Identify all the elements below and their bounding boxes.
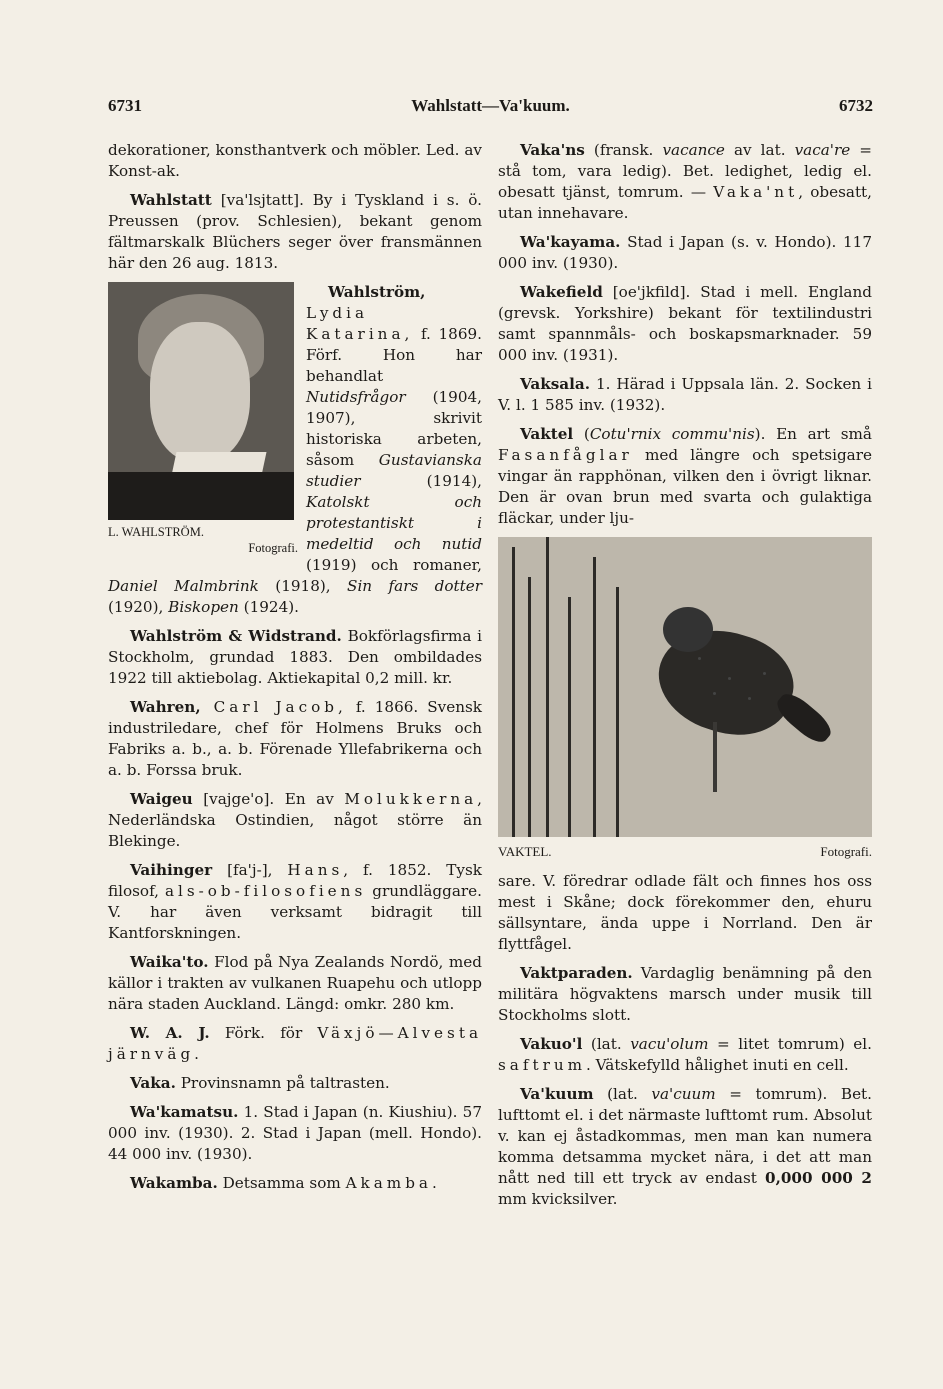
headword: Wa'kayama.	[520, 233, 621, 251]
entry-vaka: Vaka. Provinsnamn på taltrasten.	[130, 1074, 390, 1092]
running-title: Wahlstatt—Va'kuum.	[411, 96, 570, 115]
entry-vaihinger: Vaihinger [fa'j-], Hans, f. 1852. Tysk filosof, als-ob-filosofiens grundläggare. V. har även verksamt bidragit till Kantforskningen.	[108, 861, 482, 942]
headword: Waika'to.	[130, 953, 209, 971]
quail-photo	[498, 537, 872, 837]
right-column	[498, 140, 872, 1218]
quail-figure	[498, 537, 872, 861]
entry-wakayama: Wa'kayama. Stad i Japan (s. v. Hondo). 117 000 inv. (1930).	[498, 233, 872, 272]
entry-vaksala: Vaksala. 1. Härad i Uppsala län. 2. Socken i V. l. 1 585 inv. (1932).	[498, 375, 872, 414]
entry-wakefield: Wakefield [oe'jkfild]. Stad i mell. England (grevsk. Yorkshire) bekant för textilindustri samt spannmåls- och boskapsmarknader. 59 000 inv. (1931).	[498, 283, 872, 364]
entry-vaktel-continued: sare. V. föredrar odlade fält och finnes hos oss mest i Skåne; dock förekommer den, ehuru sällsyntare, ända uppe i Norrland. Den är flyttfågel.	[498, 872, 872, 953]
entry-vaktel: Vaktel (Cotu'rnix commu'nis). En art små Fasanfåglar med längre och spetsigare vingar än rapphönan, vilken den i övrigt liknar. Den är ovan brun med svarta och gulaktiga fläckar, under lju-	[498, 425, 872, 527]
quail-caption	[498, 843, 872, 861]
page-number-left: 6731	[108, 96, 142, 115]
entry-waigeu: Waigeu [vajge'o]. En av Molukkerna, Nederländska Ostindien, något större än Blekinge.	[108, 790, 482, 850]
portrait-photo	[108, 282, 294, 520]
entry-wahlstrom-widstrand: Wahlström & Widstrand. Bokförlagsfirma i Stockholm, grundad 1883. Den ombildades 1922 till aktiebolag. Aktiekapital 0,2 mill. kr.	[108, 627, 482, 687]
entry-wahlstrom: Wahlström, Lydia Katarina, f. 1869. Förf. Hon har behandlat Nutidsfrågor (1904, 1907), skrivit historiska arbeten, såsom Gustavianska studier (1914), Katolskt och protestantiskt i medeltid och nutid (1919) och romaner, Daniel Malmbrink (1918), Sin fars dotter (1920), Biskopen (1924).	[108, 283, 483, 616]
headword: Wakefield	[520, 283, 603, 301]
headword: Wakamba.	[130, 1174, 218, 1192]
portrait-figure	[108, 282, 298, 556]
entry-waj: W. A. J. Förk. för Växjö—Alvesta järnväg.	[108, 1024, 482, 1063]
entry-waikato: Waika'to. Flod på Nya Zealands Nordö, med källor i trakten av vulkanen Ruapehu och utlopp nära staden Auckland. Längd: omkr. 280 km.	[108, 953, 482, 1013]
portrait-caption	[108, 524, 298, 556]
headword: Vaka.	[130, 1074, 176, 1092]
headword: Wahren,	[130, 698, 201, 716]
headword: Wa'kamatsu.	[130, 1103, 239, 1121]
entry-vaktparaden: Vaktparaden. Vardaglig benämning på den militära högvaktens marsch under musik till Stockholms slott.	[498, 964, 872, 1024]
entry-continuation: dekorationer, konsthantverk och möbler. Led. av Konst-ak.	[108, 141, 482, 180]
headword: Vaihinger	[130, 861, 213, 879]
entry-wakamatsu: Wa'kamatsu. 1. Stad i Japan (n. Kiushiu). 57 000 inv. (1930). 2. Stad i Japan (mell. Hondo). 44 000 inv. (1930).	[108, 1103, 482, 1163]
headword: Vaka'ns	[520, 141, 585, 159]
bird-credit: Fotografi.	[820, 844, 872, 859]
photo-caption: L. WAHLSTRÖM.	[108, 525, 204, 539]
headword: Vaktparaden.	[520, 964, 633, 982]
headword: Wahlström & Widstrand.	[130, 627, 342, 645]
entry-vakuol: Vakuo'l (lat. vacu'olum = litet tomrum) el. saftrum. Vätskefylld hålighet inuti en cell.	[498, 1035, 872, 1074]
headword: Wahlström,	[328, 283, 426, 301]
bird-caption: VAKTEL.	[498, 844, 552, 859]
entry-wahlstatt: Wahlstatt [va'lsjtatt]. By i Tyskland i s. ö. Preussen (prov. Schlesien), bekant genom fältmarskalk Blüchers seger över fransmännen här den 26 aug. 1813.	[108, 191, 482, 272]
headword: Vakuo'l	[520, 1035, 583, 1053]
headword: Vaksala.	[520, 375, 591, 393]
headword: Waigeu	[130, 790, 193, 808]
entry-vakans: Vaka'ns (fransk. vacance av lat. vaca're = stå tom, vara ledig). Bet. ledighet, ledig el. obesatt tjänst, tomrum. — Vaka'nt, obesatt, utan innehavare.	[498, 141, 872, 222]
photo-credit: Fotografi.	[248, 541, 298, 555]
headword: Va'kuum	[520, 1085, 594, 1103]
headword: Vaktel	[520, 425, 574, 443]
left-column	[108, 140, 482, 1202]
page-number-right: 6732	[839, 96, 873, 115]
page-header	[108, 96, 873, 120]
entry-vakuum: Va'kuum (lat. va'cuum = tomrum). Bet. lufttomt el. i det närmaste lufttomt rum. Absolut v. kan ej åstadkommas, men man kan numera komma detsamma mycket nära, i det att man nått ned till ett tryck av endast 0,000 000 2 mm kvicksilver.	[498, 1085, 872, 1208]
headword: W. A. J.	[130, 1024, 210, 1042]
entry-wahren: Wahren, Carl Jacob, f. 1866. Svensk industriledare, chef för Holmens Bruks och Fabriks a. b., a. b. Förenade Yllefabrikerna och a. b. Forssa bruk.	[108, 698, 482, 779]
entry-wakamba: Wakamba. Detsamma som Akamba.	[130, 1174, 437, 1192]
headword: Wahlstatt	[130, 191, 212, 209]
